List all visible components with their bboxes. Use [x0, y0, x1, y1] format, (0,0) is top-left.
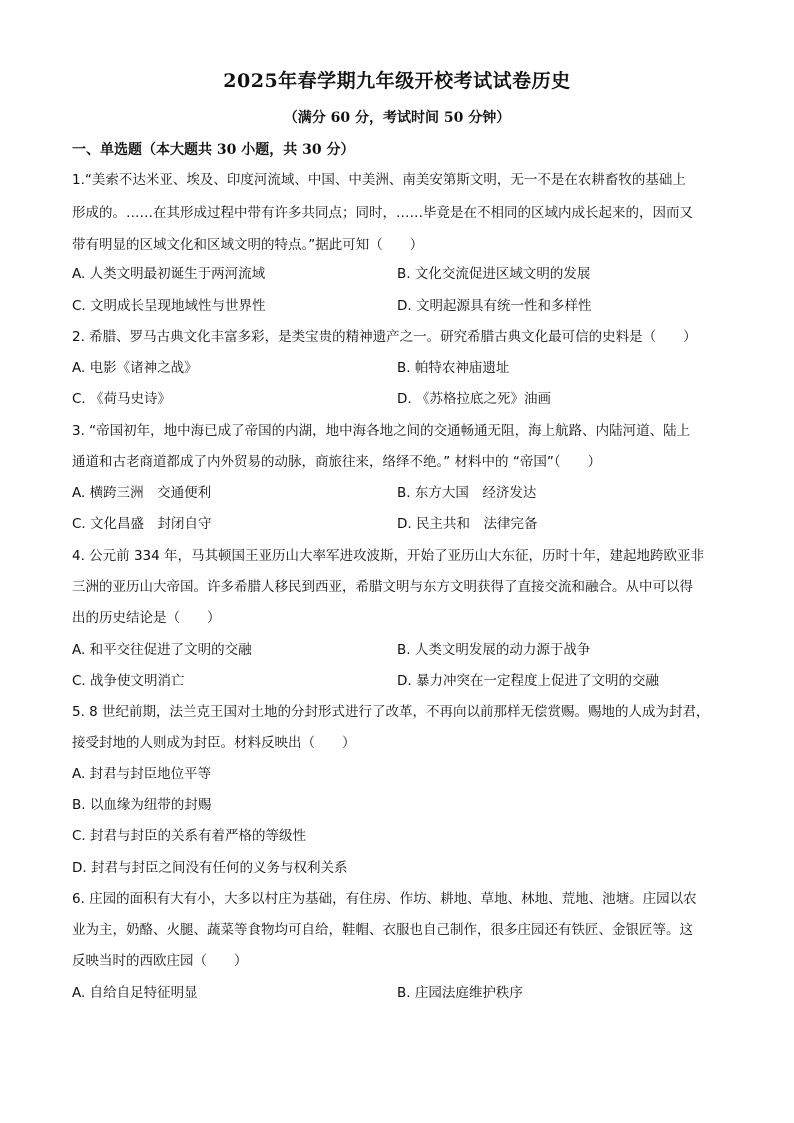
q1-stem-line-1: 1.“美索不达米亚、埃及、印度河流域、中国、中美洲、南美安第斯文明，无一不是在农耕畜牧的基础上	[72, 172, 686, 188]
q3-option-c: C. 文化昌盛 封闭自守	[72, 516, 212, 532]
q1-option-d: D. 文明起源具有统一性和多样性	[397, 298, 592, 314]
q4-option-b: B. 人类文明发展的动力源于战争	[397, 642, 591, 658]
section-heading: 一、单选题（本大题共 30 小题，共 30 分）	[72, 142, 355, 158]
q2-option-a: A. 电影《诸神之战》	[72, 360, 198, 376]
q4-stem-line-2: 三洲的亚历山大帝国。许多希腊人移民到西亚，希腊文明与东方文明获得了直接交流和融合。从中可以得	[72, 579, 693, 595]
q2-option-d: D. 《苏格拉底之死》油画	[397, 391, 551, 407]
q6-stem-line-1: 6. 庄园的面积有大有小，大多以村庄为基础，有住房、作坊、耕地、草地、林地、荒地、池塘。庄园以农	[72, 891, 697, 907]
q6-option-b: B. 庄园法庭维护秩序	[397, 985, 523, 1001]
q5-option-d: D. 封君与封臣之间没有任何的义务与权利关系	[72, 860, 348, 876]
q4-stem-line-3: 出的历史结论是（ ）	[72, 610, 221, 626]
q5-stem-line-2: 接受封地的人则成为封臣。材料反映出（ ）	[72, 735, 356, 751]
q5-option-a: A. 封君与封臣地位平等	[72, 766, 212, 782]
q1-option-b: B. 文化交流促进区域文明的发展	[397, 266, 591, 282]
q5-option-b: B. 以血缘为纽带的封赐	[72, 797, 212, 813]
exam-title: 2025年春学期九年级开校考试试卷历史	[223, 70, 571, 92]
q4-stem-line-1: 4. 公元前 334 年，马其顿国王亚历山大率军进攻波斯，开始了亚历山大东征，历时十年，建起地跨欧亚非	[72, 548, 705, 564]
q3-stem-line-2: 通道和古老商道都成了内外贸易的动脉，商旅往来，络绎不绝。” 材料中的 “帝国”（ ）	[72, 454, 602, 470]
q2-option-c: C. 《荷马史诗》	[72, 391, 172, 407]
q2-stem-line-1: 2. 希腊、罗马古典文化丰富多彩，是类宝贵的精神遗产之一。研究希腊古典文化最可信的史料是（ ）	[72, 329, 697, 345]
q3-option-b: B. 东方大国 经济发达	[397, 485, 537, 501]
q3-option-d: D. 民主共和 法律完备	[397, 516, 538, 532]
q6-stem-line-3: 反映当时的西欧庄园（ ）	[72, 953, 248, 969]
q1-stem-line-3: 带有明显的区域文化和区域文明的特点。”据此可知（ ）	[72, 237, 424, 253]
q1-stem-line-2: 形成的。……在其形成过程中带有许多共同点；同时，……毕竟是在不相同的区域内成长起来的，因而又	[72, 205, 693, 221]
q4-option-a: A. 和平交往促进了文明的交融	[72, 642, 252, 658]
q1-option-a: A. 人类文明最初诞生于两河流域	[72, 266, 266, 282]
q6-option-a: A. 自给自足特征明显	[72, 985, 198, 1001]
q1-option-c: C. 文明成长呈现地域性与世界性	[72, 298, 266, 314]
q2-option-b: B. 帕特农神庙遗址	[397, 360, 510, 376]
q5-option-c: C. 封君与封臣的关系有着严格的等级性	[72, 828, 307, 844]
q3-option-a: A. 横跨三洲 交通便利	[72, 485, 212, 501]
q3-stem-line-1: 3. “帝国初年，地中海已成了帝国的内湖，地中海各地之间的交通畅通无阻，海上航路、内陆河道、陆上	[72, 423, 691, 439]
q6-stem-line-2: 业为主，奶酪、火腿、蔬菜等食物均可自给，鞋帽、衣服也自己制作，很多庄园还有铁匠、金银匠等。这	[72, 922, 693, 938]
q5-stem-line-1: 5. 8 世纪前期，法兰克王国对土地的分封形式进行了改革，不再向以前那样无偿赏赐。赐地的人成为封君，	[72, 704, 710, 720]
q4-option-d: D. 暴力冲突在一定程度上促进了文明的交融	[397, 673, 659, 689]
exam-subtitle: （满分 60 分，考试时间 50 分钟）	[283, 110, 511, 126]
q4-option-c: C. 战争使文明消亡	[72, 673, 185, 689]
